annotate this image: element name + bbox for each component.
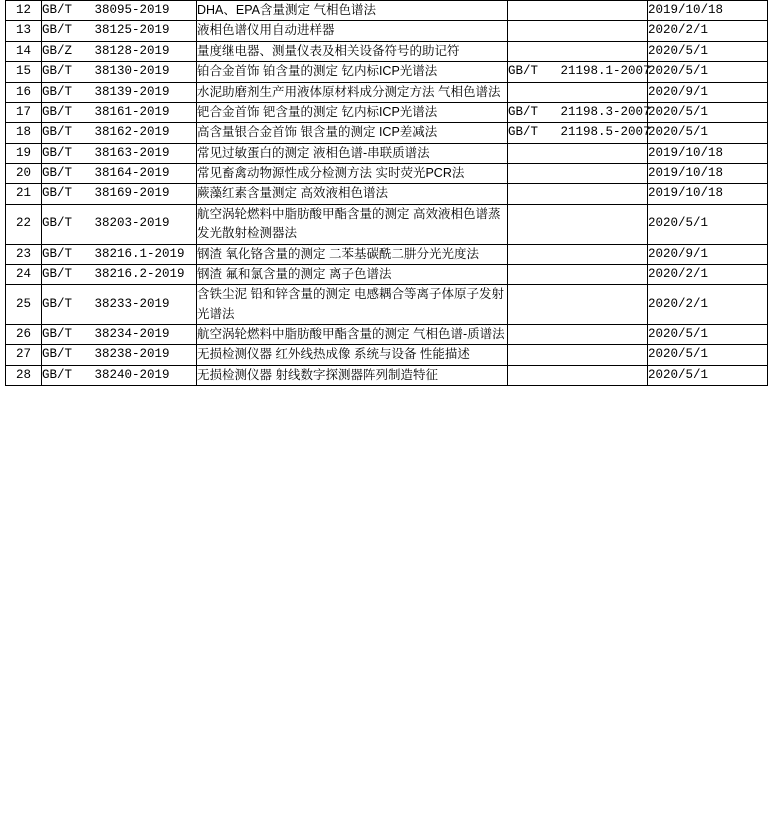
row-index: 19 bbox=[6, 143, 42, 163]
row-effective-date: 2020/5/1 bbox=[648, 41, 768, 61]
table-row bbox=[6, 244, 768, 264]
table-row bbox=[6, 123, 768, 143]
row-index: 12 bbox=[6, 1, 42, 21]
table-row bbox=[6, 365, 768, 385]
row-standard-name: 蕨藻红素含量测定 高效液相色谱法 bbox=[197, 184, 508, 204]
table-row bbox=[6, 21, 768, 41]
row-effective-date: 2020/9/1 bbox=[648, 244, 768, 264]
row-index: 25 bbox=[6, 285, 42, 325]
row-standard-name: 航空涡轮燃料中脂肪酸甲酯含量的测定 气相色谱-质谱法 bbox=[197, 325, 508, 345]
row-standard-code: GB/T 38233-2019 bbox=[42, 285, 197, 325]
row-standard-code: GB/T 38169-2019 bbox=[42, 184, 197, 204]
row-standard-code: GB/T 38164-2019 bbox=[42, 164, 197, 184]
table-row bbox=[6, 164, 768, 184]
row-effective-date: 2019/10/18 bbox=[648, 143, 768, 163]
table-row bbox=[6, 285, 768, 325]
row-replaced-standard bbox=[508, 325, 648, 345]
row-standard-name: 铂合金首饰 铂含量的测定 钇内标ICP光谱法 bbox=[197, 62, 508, 82]
row-index: 17 bbox=[6, 102, 42, 122]
row-replaced-standard bbox=[508, 21, 648, 41]
row-standard-code: GB/T 38240-2019 bbox=[42, 365, 197, 385]
row-replaced-standard bbox=[508, 285, 648, 325]
table-row bbox=[6, 345, 768, 365]
table-row bbox=[6, 204, 768, 244]
row-effective-date: 2020/5/1 bbox=[648, 365, 768, 385]
table-row bbox=[6, 82, 768, 102]
row-standard-code: GB/T 38163-2019 bbox=[42, 143, 197, 163]
row-replaced-standard: GB/T 21198.1-2007 bbox=[508, 62, 648, 82]
row-standard-code: GB/T 38161-2019 bbox=[42, 102, 197, 122]
row-replaced-standard bbox=[508, 204, 648, 244]
row-standard-name: 高含量银合金首饰 银含量的测定 ICP差减法 bbox=[197, 123, 508, 143]
row-replaced-standard bbox=[508, 184, 648, 204]
row-standard-code: GB/T 38238-2019 bbox=[42, 345, 197, 365]
row-standard-name: 钯合金首饰 钯含量的测定 钇内标ICP光谱法 bbox=[197, 102, 508, 122]
row-replaced-standard bbox=[508, 143, 648, 163]
row-standard-code: GB/T 38203-2019 bbox=[42, 204, 197, 244]
table-row bbox=[6, 102, 768, 122]
row-index: 16 bbox=[6, 82, 42, 102]
row-replaced-standard bbox=[508, 264, 648, 284]
row-replaced-standard bbox=[508, 41, 648, 61]
row-replaced-standard bbox=[508, 244, 648, 264]
table-row bbox=[6, 325, 768, 345]
row-replaced-standard bbox=[508, 365, 648, 385]
row-replaced-standard: GB/T 21198.5-2007 bbox=[508, 123, 648, 143]
row-standard-code: GB/Z 38128-2019 bbox=[42, 41, 197, 61]
row-standard-name: 航空涡轮燃料中脂肪酸甲酯含量的测定 高效液相色谱蒸发光散射检测器法 bbox=[197, 204, 508, 244]
row-replaced-standard bbox=[508, 164, 648, 184]
table-row bbox=[6, 143, 768, 163]
row-standard-name: 常见畜禽动物源性成分检测方法 实时荧光PCR法 bbox=[197, 164, 508, 184]
row-replaced-standard: GB/T 21198.3-2007 bbox=[508, 102, 648, 122]
standards-table-body bbox=[6, 1, 768, 386]
row-index: 26 bbox=[6, 325, 42, 345]
row-standard-name: 无损检测仪器 红外线热成像 系统与设备 性能描述 bbox=[197, 345, 508, 365]
row-effective-date: 2020/2/1 bbox=[648, 264, 768, 284]
table-row bbox=[6, 184, 768, 204]
row-standard-code: GB/T 38095-2019 bbox=[42, 1, 197, 21]
row-standard-code: GB/T 38216.2-2019 bbox=[42, 264, 197, 284]
row-index: 24 bbox=[6, 264, 42, 284]
row-replaced-standard bbox=[508, 82, 648, 102]
row-standard-name: 常见过敏蛋白的测定 液相色谱-串联质谱法 bbox=[197, 143, 508, 163]
row-standard-name: 无损检测仪器 射线数字探测器阵列制造特征 bbox=[197, 365, 508, 385]
standards-table bbox=[5, 0, 768, 386]
row-standard-name: 钢渣 氧化铬含量的测定 二苯基碳酰二肼分光光度法 bbox=[197, 244, 508, 264]
row-standard-name: DHA、EPA含量测定 气相色谱法 bbox=[197, 1, 508, 21]
row-effective-date: 2020/2/1 bbox=[648, 285, 768, 325]
row-standard-name: 含铁尘泥 铅和锌含量的测定 电感耦合等离子体原子发射光谱法 bbox=[197, 285, 508, 325]
row-effective-date: 2020/5/1 bbox=[648, 102, 768, 122]
row-index: 15 bbox=[6, 62, 42, 82]
row-standard-code: GB/T 38162-2019 bbox=[42, 123, 197, 143]
row-index: 23 bbox=[6, 244, 42, 264]
row-standard-code: GB/T 38125-2019 bbox=[42, 21, 197, 41]
row-standard-code: GB/T 38216.1-2019 bbox=[42, 244, 197, 264]
table-row bbox=[6, 1, 768, 21]
row-standard-name: 液相色谱仪用自动进样器 bbox=[197, 21, 508, 41]
row-effective-date: 2020/5/1 bbox=[648, 325, 768, 345]
row-index: 21 bbox=[6, 184, 42, 204]
row-standard-code: GB/T 38139-2019 bbox=[42, 82, 197, 102]
row-replaced-standard bbox=[508, 1, 648, 21]
row-effective-date: 2019/10/18 bbox=[648, 1, 768, 21]
row-index: 20 bbox=[6, 164, 42, 184]
row-effective-date: 2019/10/18 bbox=[648, 184, 768, 204]
row-effective-date: 2020/5/1 bbox=[648, 123, 768, 143]
table-row bbox=[6, 41, 768, 61]
row-standard-name: 钢渣 氟和氯含量的测定 离子色谱法 bbox=[197, 264, 508, 284]
row-effective-date: 2020/5/1 bbox=[648, 204, 768, 244]
row-index: 13 bbox=[6, 21, 42, 41]
row-effective-date: 2020/5/1 bbox=[648, 62, 768, 82]
row-index: 18 bbox=[6, 123, 42, 143]
table-row bbox=[6, 62, 768, 82]
row-effective-date: 2019/10/18 bbox=[648, 164, 768, 184]
row-index: 22 bbox=[6, 204, 42, 244]
row-standard-name: 水泥助磨剂生产用液体原材料成分测定方法 气相色谱法 bbox=[197, 82, 508, 102]
row-index: 28 bbox=[6, 365, 42, 385]
row-effective-date: 2020/5/1 bbox=[648, 345, 768, 365]
row-replaced-standard bbox=[508, 345, 648, 365]
row-effective-date: 2020/2/1 bbox=[648, 21, 768, 41]
row-index: 14 bbox=[6, 41, 42, 61]
row-effective-date: 2020/9/1 bbox=[648, 82, 768, 102]
table-row bbox=[6, 264, 768, 284]
row-standard-code: GB/T 38130-2019 bbox=[42, 62, 197, 82]
row-standard-name: 量度继电器、测量仪表及相关设备符号的助记符 bbox=[197, 41, 508, 61]
row-standard-code: GB/T 38234-2019 bbox=[42, 325, 197, 345]
row-index: 27 bbox=[6, 345, 42, 365]
